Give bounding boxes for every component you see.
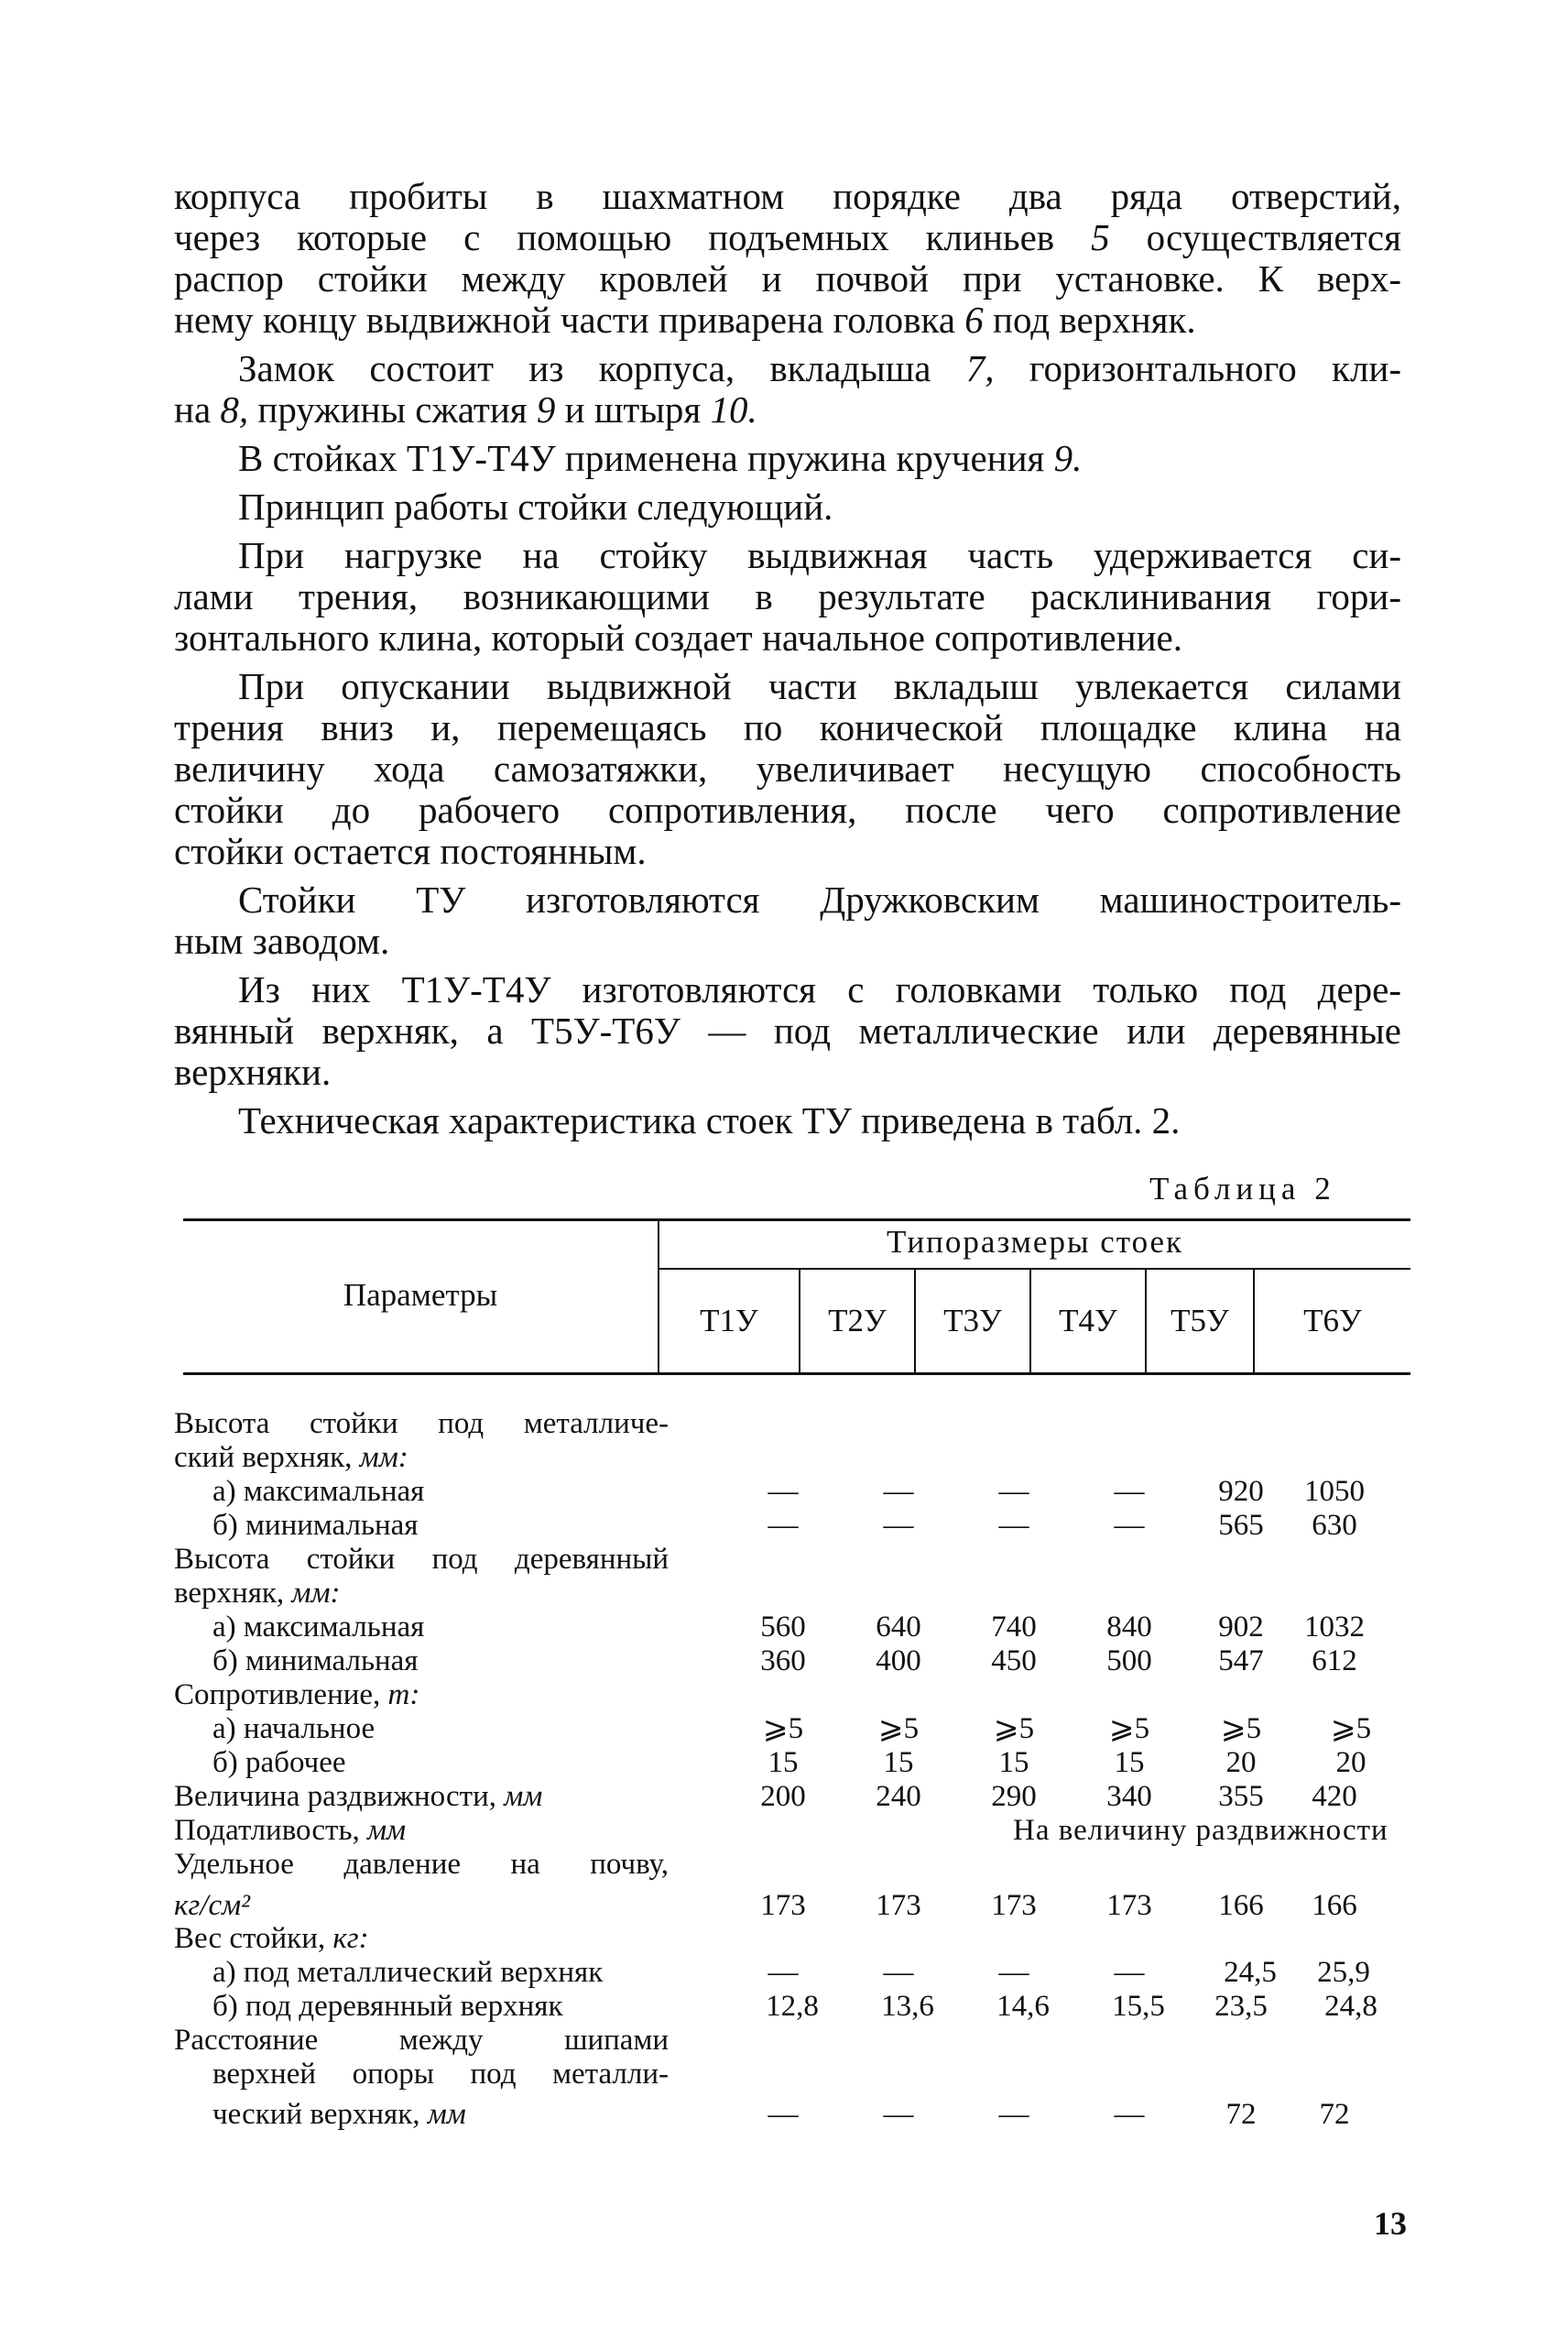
table-row: а) максимальная — — — — 920 1050: [212, 1475, 1365, 1508]
table-row: ский верхняк, мм:: [174, 1441, 408, 1474]
text-line: величину хода самозатяжки, увеличивает несущую способность: [174, 748, 1401, 790]
table-header: [183, 1218, 1410, 1374]
params-header: Параметры: [343, 1277, 498, 1313]
page-number: 13: [1374, 2205, 1407, 2242]
paragraph-8: [174, 969, 1401, 1093]
table-header-rule: [183, 1372, 1410, 1375]
paragraph-7: [174, 879, 1401, 962]
group-header: Типоразмеры стоек: [886, 1224, 1184, 1260]
text-line: распор стойки между кровлей и почвой при установке. К верх-: [174, 257, 1401, 300]
col-header-t6u: Т6У: [1303, 1303, 1362, 1338]
table-row: а) начальное ⩾5 ⩾5 ⩾5 ⩾5 ⩾5 ⩾5: [212, 1712, 1372, 1745]
paragraph-3: [174, 438, 1401, 479]
text-line: стойки до рабочего сопротивления, после чего сопротивление: [174, 789, 1401, 831]
table-row: Высота стойки под деревянный: [174, 1543, 669, 1576]
paragraph-2: [174, 348, 1401, 431]
text-line: ным заводом.: [174, 920, 390, 962]
table-row: б) минимальная — — — — 565 630: [212, 1509, 1357, 1542]
group-underline: [659, 1268, 1410, 1270]
paragraph-1: [174, 176, 1401, 341]
col-header-t1u: Т1У: [700, 1303, 758, 1338]
text-line: Принцип работы стойки следующий.: [238, 486, 833, 528]
paragraph-6: [174, 666, 1401, 872]
text-line: При опускании выдвижной части вкладыш увлекается силами: [238, 665, 1401, 707]
text-line: верхняки.: [174, 1051, 332, 1093]
text-line: Из них Т1У-Т4У изготовляются с головками только под дере-: [238, 968, 1401, 1010]
text-line: на 8, пружины сжатия 9 и штыря 10.: [174, 388, 757, 431]
paragraph-9: [174, 1100, 1401, 1141]
col-header-t5u: Т5У: [1171, 1303, 1229, 1338]
table-row: Расстояние между шипами: [174, 2024, 669, 2057]
text-line: Стойки ТУ изготовляются Дружковским машиностроитель-: [238, 879, 1401, 921]
col-header-t2u: Т2У: [828, 1303, 887, 1338]
text-line: зонтального клина, который создает начальное сопротивление.: [174, 617, 1182, 659]
table-row: Вес стойки, кг:: [174, 1922, 369, 1955]
text-line: через которые с помощью подъемных клиньев 5 осуществляется: [174, 216, 1401, 258]
col-header-t4u: Т4У: [1059, 1303, 1117, 1338]
text-line: Техническая характеристика стоек ТУ приведена в табл. 2.: [238, 1099, 1181, 1141]
table-row: Величина раздвижности, мм 200 240 290 340 355 420: [174, 1780, 1357, 1813]
text-line: При нагрузке на стойку выдвижная часть удерживается си-: [238, 534, 1401, 576]
table-caption: Таблица 2: [1149, 1171, 1336, 1207]
text-line: Замок состоит из корпуса, вкладыша 7, горизонтального кли-: [238, 347, 1402, 389]
text-line: В стойках Т1У-Т4У применена пружина кручения 9.: [238, 437, 1083, 479]
table-row: Удельное давление на почву,: [174, 1848, 669, 1881]
paragraph-5: [174, 535, 1401, 659]
table-row: б) рабочее 15 15 15 15 20 20: [212, 1746, 1367, 1779]
body-text: [174, 176, 1401, 1149]
table-row: б) минимальная 360 400 450 500 547 612: [212, 1644, 1357, 1677]
text-line: лами трения, возникающими в результате расклинивания гори-: [174, 575, 1401, 617]
table-row: кг/см² 173 173 173 173 166 166: [174, 1889, 1357, 1922]
text-line: трения вниз и, перемещаясь по конической площадке клина на: [174, 706, 1401, 748]
table-row: Высота стойки под металличе-: [174, 1407, 669, 1440]
table-row: верхней опоры под металли-: [212, 2058, 669, 2091]
paragraph-4: [174, 486, 1401, 528]
col-header-t3u: Т3У: [943, 1303, 1002, 1338]
table-row: б) под деревянный верхняк 12,8 13,6 14,6 15,5 23,5 24,8: [212, 1990, 1377, 2023]
text-line: вянный верхняк, а Т5У-Т6У — под металлические или деревянные: [174, 1010, 1401, 1052]
table-row: верхняк, мм:: [174, 1577, 341, 1610]
table-row: а) под металлический верхняк — — — — 24,5 25,9: [212, 1956, 1370, 1989]
text-line: стойки остается постоянным.: [174, 830, 647, 872]
text-line: корпуса пробиты в шахматном порядке два ряда отверстий,: [174, 175, 1401, 217]
table-row: а) максимальная 560 640 740 840 902 1032: [212, 1611, 1365, 1643]
table-top-rule: [183, 1218, 1410, 1221]
table-row: ческий верхняк, мм — — — — 72 72: [212, 2098, 1350, 2131]
text-line: нему концу выдвижной части приварена головка 6 под верхняк.: [174, 299, 1196, 341]
table-row: Сопротивление, т:: [174, 1678, 420, 1711]
table-row: Податливость, мм На величину раздвижности: [174, 1814, 1388, 1847]
table-body: [174, 1407, 1410, 2132]
